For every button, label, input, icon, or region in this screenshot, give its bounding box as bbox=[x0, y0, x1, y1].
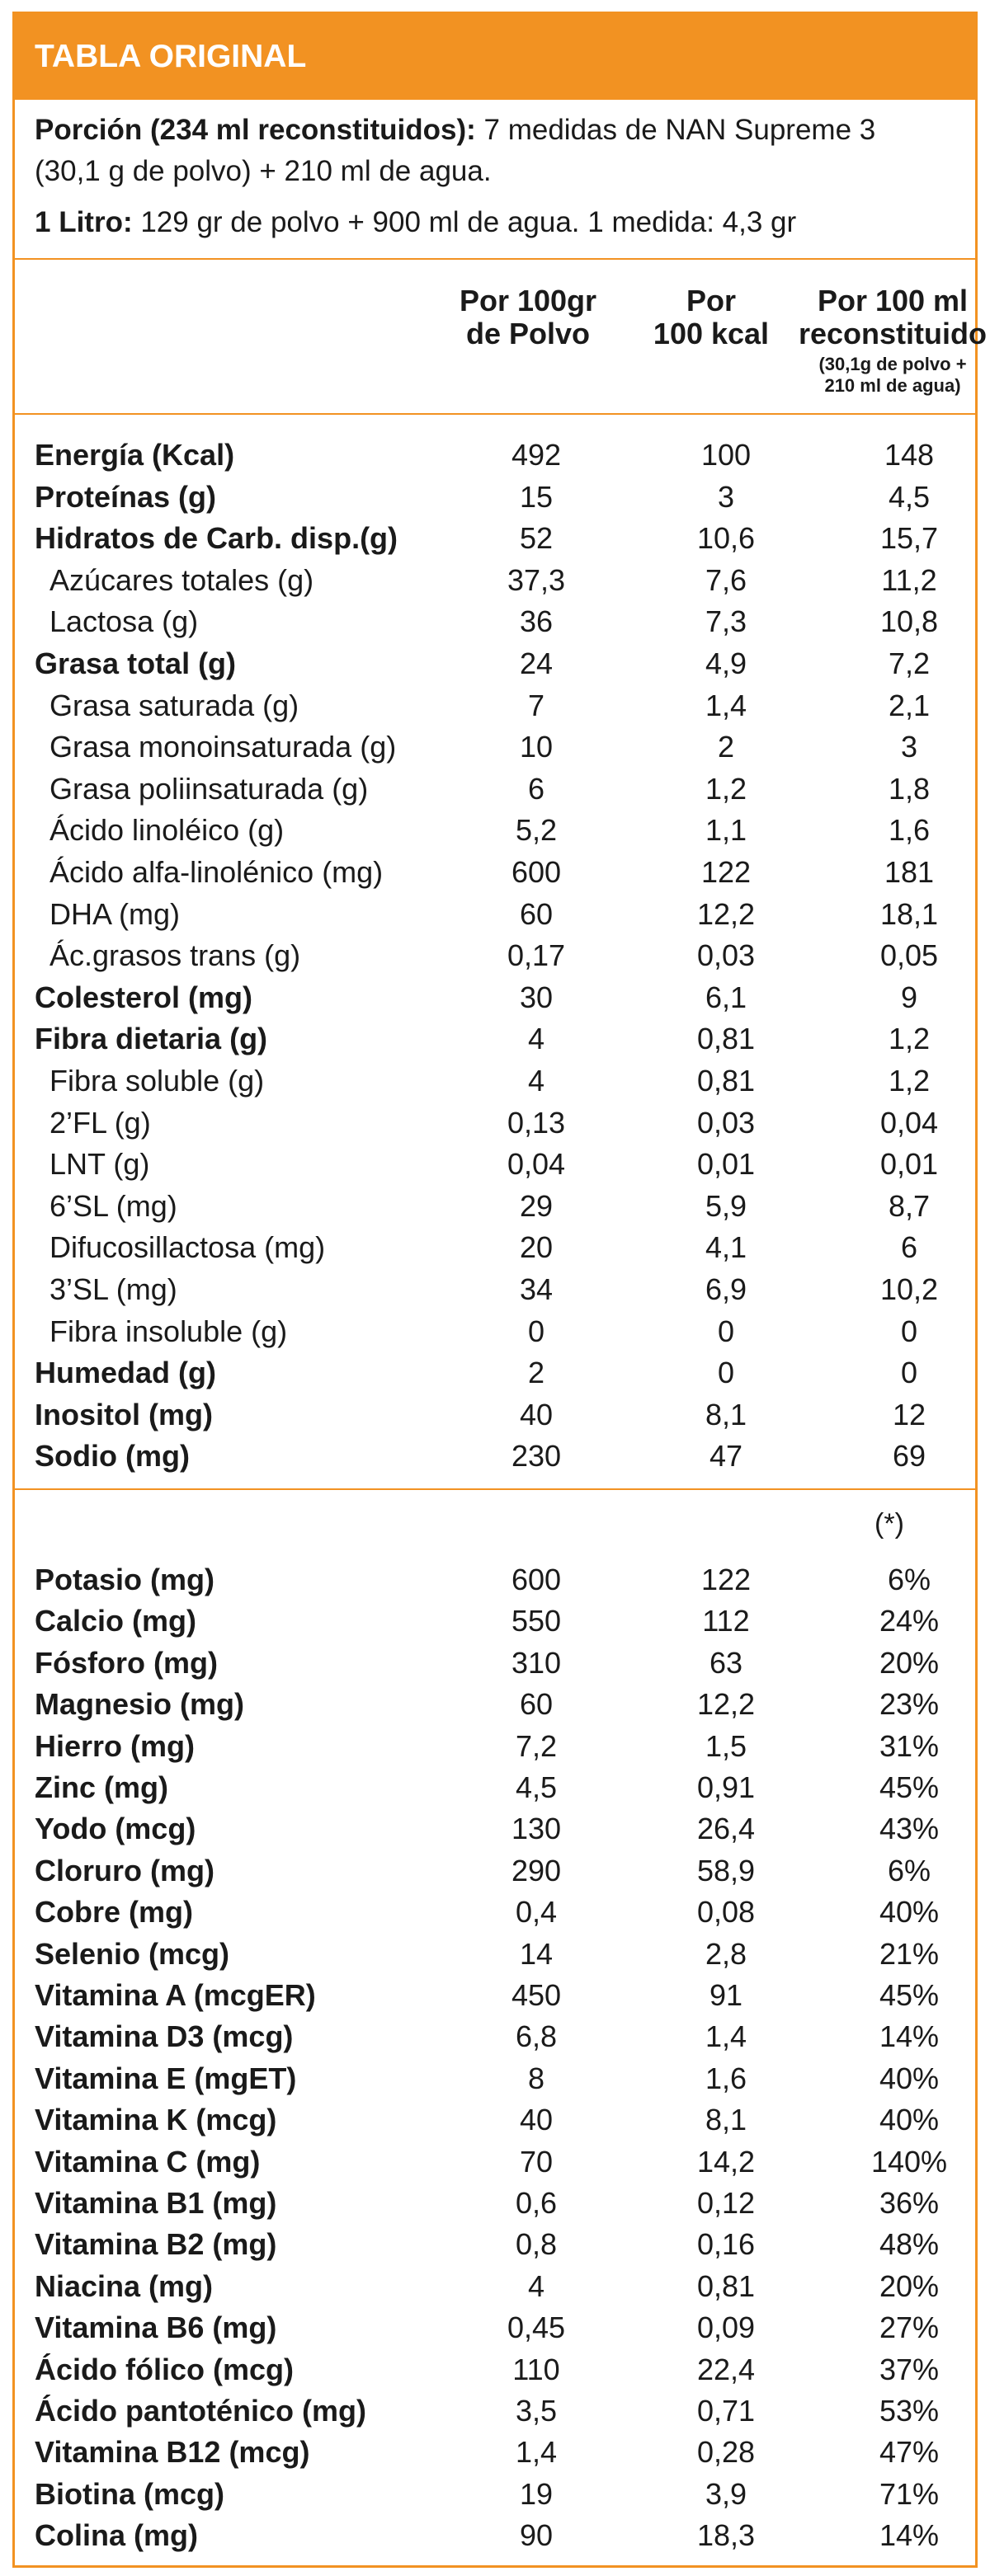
nutrient-value: 492 bbox=[511, 438, 562, 472]
nutrient-value: 1,1 bbox=[705, 813, 747, 848]
table-row bbox=[35, 1106, 967, 1148]
portion-line-1 bbox=[35, 110, 950, 151]
nutrient-value: 1,6 bbox=[888, 813, 931, 848]
nutrient-value: 14,2 bbox=[696, 2144, 756, 2179]
nutrient-name: Vitamina B6 (mg) bbox=[35, 2310, 277, 2345]
divider bbox=[15, 258, 975, 260]
column-header-text: Por bbox=[686, 284, 736, 317]
footnote-marker: (*) bbox=[874, 1508, 904, 1539]
nutrient-value: 47% bbox=[879, 2435, 940, 2470]
nutrient-value: 29 bbox=[519, 1188, 554, 1223]
table-row bbox=[35, 1729, 967, 1770]
nutrient-value: 0 bbox=[900, 1314, 918, 1348]
nutrient-value: 0,09 bbox=[696, 2310, 756, 2345]
table-row bbox=[35, 1563, 967, 1604]
nutrient-value: 8,7 bbox=[888, 1188, 931, 1223]
nutrient-value: 53% bbox=[879, 2394, 940, 2428]
table-row bbox=[35, 938, 967, 980]
nutrient-value: 21% bbox=[879, 1936, 940, 1971]
nutrient-name: Fósforo (mg) bbox=[35, 1645, 218, 1680]
nutrient-value: 1,2 bbox=[888, 1022, 931, 1056]
nutrient-name: Fibra dietaria (g) bbox=[35, 1022, 268, 1056]
nutrient-value: 148 bbox=[884, 438, 935, 472]
nutrient-value: 45% bbox=[879, 1770, 940, 1804]
table-row bbox=[35, 1770, 967, 1812]
nutrient-value: 112 bbox=[702, 1604, 750, 1638]
nutrient-value: 8,1 bbox=[705, 1397, 747, 1431]
nutrient-value: 14 bbox=[519, 1936, 554, 1971]
table-row bbox=[35, 2103, 967, 2144]
table-row bbox=[35, 1272, 967, 1314]
table-row bbox=[35, 2353, 967, 2394]
nutrient-value: 12,2 bbox=[696, 896, 756, 931]
nutrient-value: 18,1 bbox=[879, 896, 939, 931]
nutrient-value: 8,1 bbox=[705, 2103, 747, 2137]
table-row bbox=[35, 2186, 967, 2227]
nutrient-value: 0,01 bbox=[879, 1147, 939, 1182]
column-header-per-100kcal bbox=[629, 284, 794, 350]
nutrient-value: 90 bbox=[519, 2518, 554, 2553]
column-header-subtext: (30,1g de polvo + bbox=[818, 354, 967, 374]
table-row bbox=[35, 1978, 967, 2019]
nutrient-value: 1,4 bbox=[705, 2019, 747, 2054]
nutrient-value: 4,1 bbox=[705, 1230, 747, 1265]
nutrient-value: 0,13 bbox=[507, 1105, 566, 1140]
nutrient-name: Lactosa (g) bbox=[50, 604, 199, 639]
nutrient-name: Grasa poliinsaturada (g) bbox=[50, 771, 369, 806]
nutrient-value: 0,8 bbox=[515, 2227, 558, 2262]
nutrient-value: 0,45 bbox=[507, 2310, 566, 2345]
nutrient-value: 36% bbox=[879, 2186, 940, 2220]
nutrient-name: Grasa total (g) bbox=[35, 646, 237, 680]
table-row bbox=[35, 2019, 967, 2061]
nutrient-value: 37,3 bbox=[507, 562, 566, 597]
nutrient-name: Grasa monoinsaturada (g) bbox=[50, 730, 397, 764]
table-row bbox=[35, 2310, 967, 2352]
nutrient-value: 0,12 bbox=[696, 2186, 756, 2220]
table-row bbox=[35, 2477, 967, 2518]
nutrient-value: 310 bbox=[511, 1645, 562, 1680]
table-row bbox=[35, 1854, 967, 1895]
nutrient-value: 0,03 bbox=[696, 1105, 756, 1140]
nutrient-name: Ácido alfa-linolénico (mg) bbox=[50, 855, 384, 889]
nutrient-value: 6,1 bbox=[705, 980, 747, 1014]
nutrient-value: 34 bbox=[519, 1272, 554, 1306]
nutrient-value: 4 bbox=[527, 2268, 545, 2303]
nutrient-value: 14% bbox=[879, 2518, 940, 2553]
table-row bbox=[35, 2518, 967, 2560]
nutrient-name: Ác.grasos trans (g) bbox=[50, 938, 301, 973]
nutrient-value: 6,8 bbox=[515, 2019, 558, 2054]
nutrient-name: Calcio (mg) bbox=[35, 1604, 197, 1638]
nutrient-name: Selenio (mcg) bbox=[35, 1936, 230, 1971]
nutrient-value: 37% bbox=[879, 2352, 940, 2386]
nutrient-value: 140% bbox=[870, 2144, 948, 2179]
table-row bbox=[35, 521, 967, 563]
nutrient-name: Colina (mg) bbox=[35, 2518, 198, 2553]
nutrient-value: 27% bbox=[879, 2310, 940, 2345]
table-row bbox=[35, 855, 967, 897]
nutrient-name: Fibra insoluble (g) bbox=[50, 1314, 288, 1348]
nutrient-value: 181 bbox=[884, 855, 935, 889]
nutrient-value: 5,9 bbox=[705, 1188, 747, 1223]
nutrient-value: 0,04 bbox=[507, 1147, 566, 1182]
nutrient-name: Niacina (mg) bbox=[35, 2268, 214, 2303]
nutrient-value: 100 bbox=[700, 438, 752, 472]
divider bbox=[15, 1488, 975, 1490]
nutrient-value: 24% bbox=[879, 1604, 940, 1638]
nutrient-value: 0,81 bbox=[696, 2268, 756, 2303]
nutrient-value: 0,16 bbox=[696, 2227, 756, 2262]
liter-line bbox=[35, 202, 950, 243]
nutrient-value: 450 bbox=[511, 1978, 562, 2012]
table-row bbox=[35, 1147, 967, 1189]
nutrient-value: 48% bbox=[879, 2227, 940, 2262]
nutrient-value: 63 bbox=[709, 1645, 743, 1680]
column-header-subtext: 210 ml de agua) bbox=[824, 375, 961, 396]
nutrient-name: Fibra soluble (g) bbox=[50, 1064, 265, 1098]
table-row bbox=[35, 646, 967, 689]
nutrient-value: 0 bbox=[900, 1356, 918, 1390]
nutrient-value: 70 bbox=[519, 2144, 554, 2179]
nutrient-name: Colesterol (mg) bbox=[35, 980, 253, 1014]
nutrition-table bbox=[12, 12, 988, 2568]
nutrient-name: Difucosillactosa (mg) bbox=[50, 1230, 326, 1265]
nutrient-value: 7,2 bbox=[515, 1728, 558, 1763]
nutrient-value: 0,17 bbox=[507, 938, 566, 973]
nutrient-value: 40% bbox=[879, 2103, 940, 2137]
nutrient-value: 26,4 bbox=[696, 1812, 756, 1846]
nutrient-value: 0,6 bbox=[515, 2186, 558, 2220]
nutrient-name: Vitamina D3 (mcg) bbox=[35, 2019, 294, 2054]
nutrient-value: 40 bbox=[519, 1397, 554, 1431]
nutrient-name: Cloruro (mg) bbox=[35, 1853, 214, 1887]
nutrient-value: 0,04 bbox=[879, 1105, 939, 1140]
nutrient-value: 0,05 bbox=[879, 938, 939, 973]
nutrient-value: 600 bbox=[511, 855, 562, 889]
nutrient-value: 0,01 bbox=[696, 1147, 756, 1182]
nutrient-name: Vitamina A (mcgER) bbox=[35, 1978, 316, 2012]
nutrient-value: 6 bbox=[900, 1230, 918, 1265]
nutrient-value: 40% bbox=[879, 1895, 940, 1930]
nutrient-value: 0,91 bbox=[696, 1770, 756, 1804]
nutrient-name: Vitamina B1 (mg) bbox=[35, 2186, 277, 2220]
nutrient-value: 1,2 bbox=[888, 1064, 931, 1098]
nutrient-value: 3,5 bbox=[515, 2394, 558, 2428]
nutrient-name: Vitamina B2 (mg) bbox=[35, 2227, 277, 2262]
nutrient-name: Ácido fólico (mcg) bbox=[35, 2352, 294, 2386]
nutrient-value: 0 bbox=[527, 1314, 545, 1348]
table-row bbox=[35, 2227, 967, 2268]
nutrient-value: 12 bbox=[892, 1397, 926, 1431]
nutrient-value: 0 bbox=[717, 1314, 735, 1348]
table-row bbox=[35, 2269, 967, 2310]
nutrient-name: Humedad (g) bbox=[35, 1356, 216, 1390]
portion-label: Porción (234 ml reconstituidos): bbox=[35, 114, 476, 146]
table-row bbox=[35, 1895, 967, 1936]
nutrient-name: Sodio (mg) bbox=[35, 1439, 190, 1474]
nutrient-value: 23% bbox=[879, 1687, 940, 1722]
column-header-text: 100 kcal bbox=[653, 317, 770, 350]
column-header-text: Por 100 ml bbox=[817, 284, 969, 317]
nutrient-name: Inositol (mg) bbox=[35, 1397, 213, 1431]
nutrient-value: 6 bbox=[527, 771, 545, 806]
nutrient-value: 0,71 bbox=[696, 2394, 756, 2428]
table-row bbox=[35, 689, 967, 731]
nutrient-value: 24 bbox=[519, 646, 554, 680]
nutrient-value: 2,1 bbox=[888, 688, 931, 722]
nutrient-value: 2,8 bbox=[705, 1936, 747, 1971]
nutrient-value: 10,2 bbox=[879, 1272, 939, 1306]
nutrient-value: 122 bbox=[700, 855, 752, 889]
nutrient-name: Biotina (mcg) bbox=[35, 2476, 224, 2511]
nutrient-name: Vitamina E (mgET) bbox=[35, 2061, 297, 2095]
table-row bbox=[35, 772, 967, 814]
nutrient-value: 2 bbox=[527, 1356, 545, 1390]
nutrient-value: 1,6 bbox=[705, 2061, 747, 2095]
nutrient-name: Hidratos de Carb. disp.(g) bbox=[35, 521, 398, 556]
column-header-text: Por 100gr bbox=[459, 284, 597, 317]
table-row bbox=[35, 480, 967, 522]
nutrient-value: 4 bbox=[527, 1064, 545, 1098]
nutrient-name: 2’FL (g) bbox=[50, 1105, 151, 1140]
nutrient-name: 6’SL (mg) bbox=[50, 1188, 177, 1223]
nutrient-value: 290 bbox=[511, 1853, 562, 1887]
table-row bbox=[35, 1646, 967, 1687]
nutrient-value: 60 bbox=[519, 1687, 554, 1722]
table-row bbox=[35, 1022, 967, 1064]
table-row bbox=[35, 1230, 967, 1272]
table-row bbox=[35, 2061, 967, 2103]
nutrient-value: 0,4 bbox=[515, 1895, 558, 1930]
nutrient-value: 14% bbox=[879, 2019, 940, 2054]
nutrient-value: 7,2 bbox=[888, 646, 931, 680]
nutrient-value: 130 bbox=[511, 1812, 562, 1846]
nutrient-value: 31% bbox=[879, 1728, 940, 1763]
nutrient-value: 0,81 bbox=[696, 1022, 756, 1056]
table-row bbox=[35, 604, 967, 646]
nutrient-name: Yodo (mcg) bbox=[35, 1812, 196, 1846]
nutrient-value: 36 bbox=[519, 604, 554, 639]
nutrient-name: LNT (g) bbox=[50, 1147, 150, 1182]
nutrient-value: 0,81 bbox=[696, 1064, 756, 1098]
table-row bbox=[35, 1398, 967, 1440]
column-header-per-100g bbox=[437, 284, 619, 350]
nutrient-value: 550 bbox=[511, 1604, 562, 1638]
table-row bbox=[35, 897, 967, 939]
nutrient-name: Potasio (mg) bbox=[35, 1563, 215, 1596]
nutrient-name: 3’SL (mg) bbox=[50, 1272, 177, 1306]
nutrient-name: Proteínas (g) bbox=[35, 479, 217, 514]
nutrient-value: 3 bbox=[900, 730, 918, 764]
nutrient-value: 91 bbox=[709, 1978, 743, 2012]
nutrient-name: Hierro (mg) bbox=[35, 1728, 196, 1763]
table-row bbox=[35, 1937, 967, 1978]
nutrient-value: 0,08 bbox=[696, 1895, 756, 1930]
table-row bbox=[35, 1064, 967, 1106]
nutrient-value: 11,2 bbox=[881, 562, 937, 597]
table-row bbox=[35, 1439, 967, 1481]
nutrient-name: DHA (mg) bbox=[50, 896, 181, 931]
nutrient-value: 58,9 bbox=[696, 1853, 756, 1887]
nutrient-value: 8 bbox=[527, 2061, 545, 2095]
table-row bbox=[35, 813, 967, 855]
divider bbox=[15, 413, 975, 415]
nutrient-value: 10,8 bbox=[879, 604, 939, 639]
table-row bbox=[35, 1687, 967, 1728]
nutrient-value: 2 bbox=[717, 730, 735, 764]
nutrient-value: 230 bbox=[511, 1439, 562, 1474]
nutrient-value: 6,9 bbox=[705, 1272, 747, 1306]
nutrient-name: Energía (Kcal) bbox=[35, 438, 235, 472]
column-header-text: de Polvo bbox=[465, 317, 591, 350]
nutrient-value: 19 bbox=[519, 2476, 554, 2511]
nutrient-value: 3,9 bbox=[705, 2476, 747, 2511]
nutrient-value: 10 bbox=[519, 730, 554, 764]
nutrient-value: 45% bbox=[879, 1978, 940, 2012]
nutrient-name: Azúcares totales (g) bbox=[50, 562, 314, 597]
table-row bbox=[35, 1604, 967, 1645]
nutrient-value: 52 bbox=[519, 521, 554, 556]
table-row bbox=[35, 2394, 967, 2435]
nutrient-name: Vitamina K (mcg) bbox=[35, 2103, 277, 2137]
nutrient-value: 69 bbox=[892, 1439, 926, 1474]
nutrient-value: 0,28 bbox=[696, 2435, 756, 2470]
table-title: TABLA ORIGINAL bbox=[15, 14, 975, 100]
table-row bbox=[35, 1356, 967, 1398]
nutrient-value: 600 bbox=[511, 1563, 562, 1596]
nutrient-value: 71% bbox=[879, 2476, 940, 2511]
table-row bbox=[35, 1812, 967, 1853]
liter-text: 129 gr de polvo + 900 ml de agua. 1 medida: 4,3 gr bbox=[132, 206, 797, 238]
nutrient-value: 7,6 bbox=[705, 562, 747, 597]
nutrient-name: Zinc (mg) bbox=[35, 1770, 168, 1804]
column-header-per-100ml bbox=[799, 284, 987, 397]
nutrient-value: 20% bbox=[879, 1645, 940, 1680]
nutrient-name: Vitamina B12 (mcg) bbox=[35, 2435, 310, 2470]
nutrient-value: 3 bbox=[717, 479, 735, 514]
nutrient-value: 4,9 bbox=[705, 646, 747, 680]
table-row bbox=[35, 1189, 967, 1231]
nutrient-value: 4,5 bbox=[515, 1770, 558, 1804]
nutrient-value: 7 bbox=[527, 688, 545, 722]
nutrient-value: 1,4 bbox=[705, 688, 747, 722]
nutrient-value: 6% bbox=[887, 1563, 931, 1596]
portion-info bbox=[35, 110, 950, 243]
nutrient-value: 6% bbox=[887, 1853, 931, 1887]
nutrient-value: 10,6 bbox=[696, 521, 756, 556]
nutrient-value: 4 bbox=[527, 1022, 545, 1056]
nutrient-value: 9 bbox=[900, 980, 918, 1014]
nutrient-value: 20% bbox=[879, 2268, 940, 2303]
nutrient-name: Cobre (mg) bbox=[35, 1895, 193, 1930]
nutrient-value: 43% bbox=[879, 1812, 940, 1846]
nutrient-value: 1,8 bbox=[888, 771, 931, 806]
table-row bbox=[35, 980, 967, 1022]
nutrient-value: 1,2 bbox=[705, 771, 747, 806]
nutrient-value: 30 bbox=[519, 980, 554, 1014]
nutrient-name: Ácido linoléico (g) bbox=[50, 813, 285, 848]
nutrient-value: 18,3 bbox=[696, 2518, 756, 2553]
nutrient-name: Vitamina C (mg) bbox=[35, 2144, 261, 2179]
nutrient-value: 47 bbox=[709, 1439, 743, 1474]
nutrient-value: 1,4 bbox=[515, 2435, 558, 2470]
portion-line-2: (30,1 g de polvo) + 210 ml de agua. bbox=[35, 155, 492, 187]
table-row bbox=[35, 563, 967, 605]
nutrient-value: 15 bbox=[519, 479, 554, 514]
table-row bbox=[35, 2145, 967, 2186]
table-row bbox=[35, 438, 967, 480]
column-header-text: reconstituido bbox=[799, 317, 988, 350]
nutrient-value: 15,7 bbox=[879, 521, 939, 556]
liter-label: 1 Litro: bbox=[35, 206, 133, 238]
nutrient-name: Magnesio (mg) bbox=[35, 1687, 245, 1722]
portion-text: 7 medidas de NAN Supreme 3 bbox=[475, 114, 876, 146]
nutrient-value: 1,5 bbox=[705, 1728, 747, 1763]
nutrient-value: 0,03 bbox=[696, 938, 756, 973]
nutrient-name: Ácido pantoténico (mg) bbox=[35, 2394, 366, 2428]
nutrient-value: 4,5 bbox=[888, 479, 931, 514]
nutrient-value: 0 bbox=[717, 1356, 735, 1390]
nutrient-value: 110 bbox=[512, 2352, 560, 2386]
nutrient-value: 40% bbox=[879, 2061, 940, 2095]
nutrient-value: 5,2 bbox=[515, 813, 558, 848]
table-row bbox=[35, 730, 967, 772]
nutrient-name: Grasa saturada (g) bbox=[50, 688, 299, 722]
table-row bbox=[35, 2435, 967, 2476]
nutrient-value: 20 bbox=[519, 1230, 554, 1265]
nutrient-value: 40 bbox=[519, 2103, 554, 2137]
nutrient-value: 12,2 bbox=[696, 1687, 756, 1722]
nutrient-value: 122 bbox=[700, 1563, 752, 1596]
nutrient-value: 22,4 bbox=[696, 2352, 756, 2386]
nutrient-value: 7,3 bbox=[705, 604, 747, 639]
nutrient-value: 60 bbox=[519, 896, 554, 931]
table-row bbox=[35, 1314, 967, 1356]
